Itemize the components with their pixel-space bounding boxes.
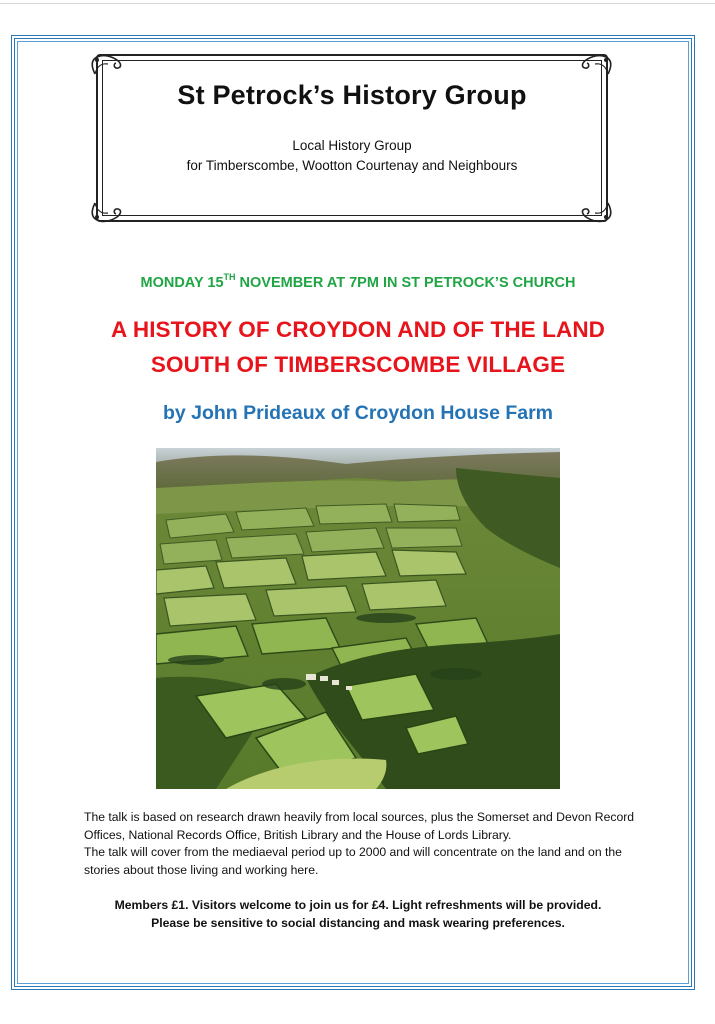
event-day-date: MONDAY 15 [140,274,224,291]
talk-description [84,809,644,879]
description-paragraph2: The talk will cover from the mediaeval period up to 2000 and will concentrate on the land and on the stories about those living and working here. [84,845,622,877]
aerial-landscape-photo [156,448,560,789]
event-date-suffix: TH [223,272,236,282]
group-title: St Petrock’s History Group [177,80,527,110]
top-divider [0,3,715,4]
group-subtitle-line1: Local History Group [292,138,412,153]
corner-flourish-icon [87,201,125,225]
corner-flourish-icon [87,52,125,76]
event-time-place: NOVEMBER AT 7PM IN ST PETROCK’S CHURCH [235,274,576,291]
distancing-notice: Please be sensitive to social distancing and mask wearing preferences. [151,916,565,930]
group-subtitle-line2: for Timberscombe, Wootton Courtenay and Neighbours [186,158,518,173]
corner-flourish-icon [578,52,616,76]
event-date-line [22,273,694,291]
talk-title-line1: A HISTORY OF CROYDON AND OF THE LAND [110,317,606,342]
description-paragraph1: The talk is based on research drawn heavily from local sources, plus the Somerset and Devon Record Offices, National Records Office, British Library and the House of Lords Library. [84,810,635,842]
admission-notice: Members £1. Visitors welcome to join us for £4. Light refreshments will be provided. [114,898,602,912]
talk-title-line2: SOUTH OF TIMBERSCOMBE VILLAGE [150,352,566,377]
speaker-line: by John Prideaux of Croydon House Farm [162,402,554,424]
corner-flourish-icon [578,201,616,225]
